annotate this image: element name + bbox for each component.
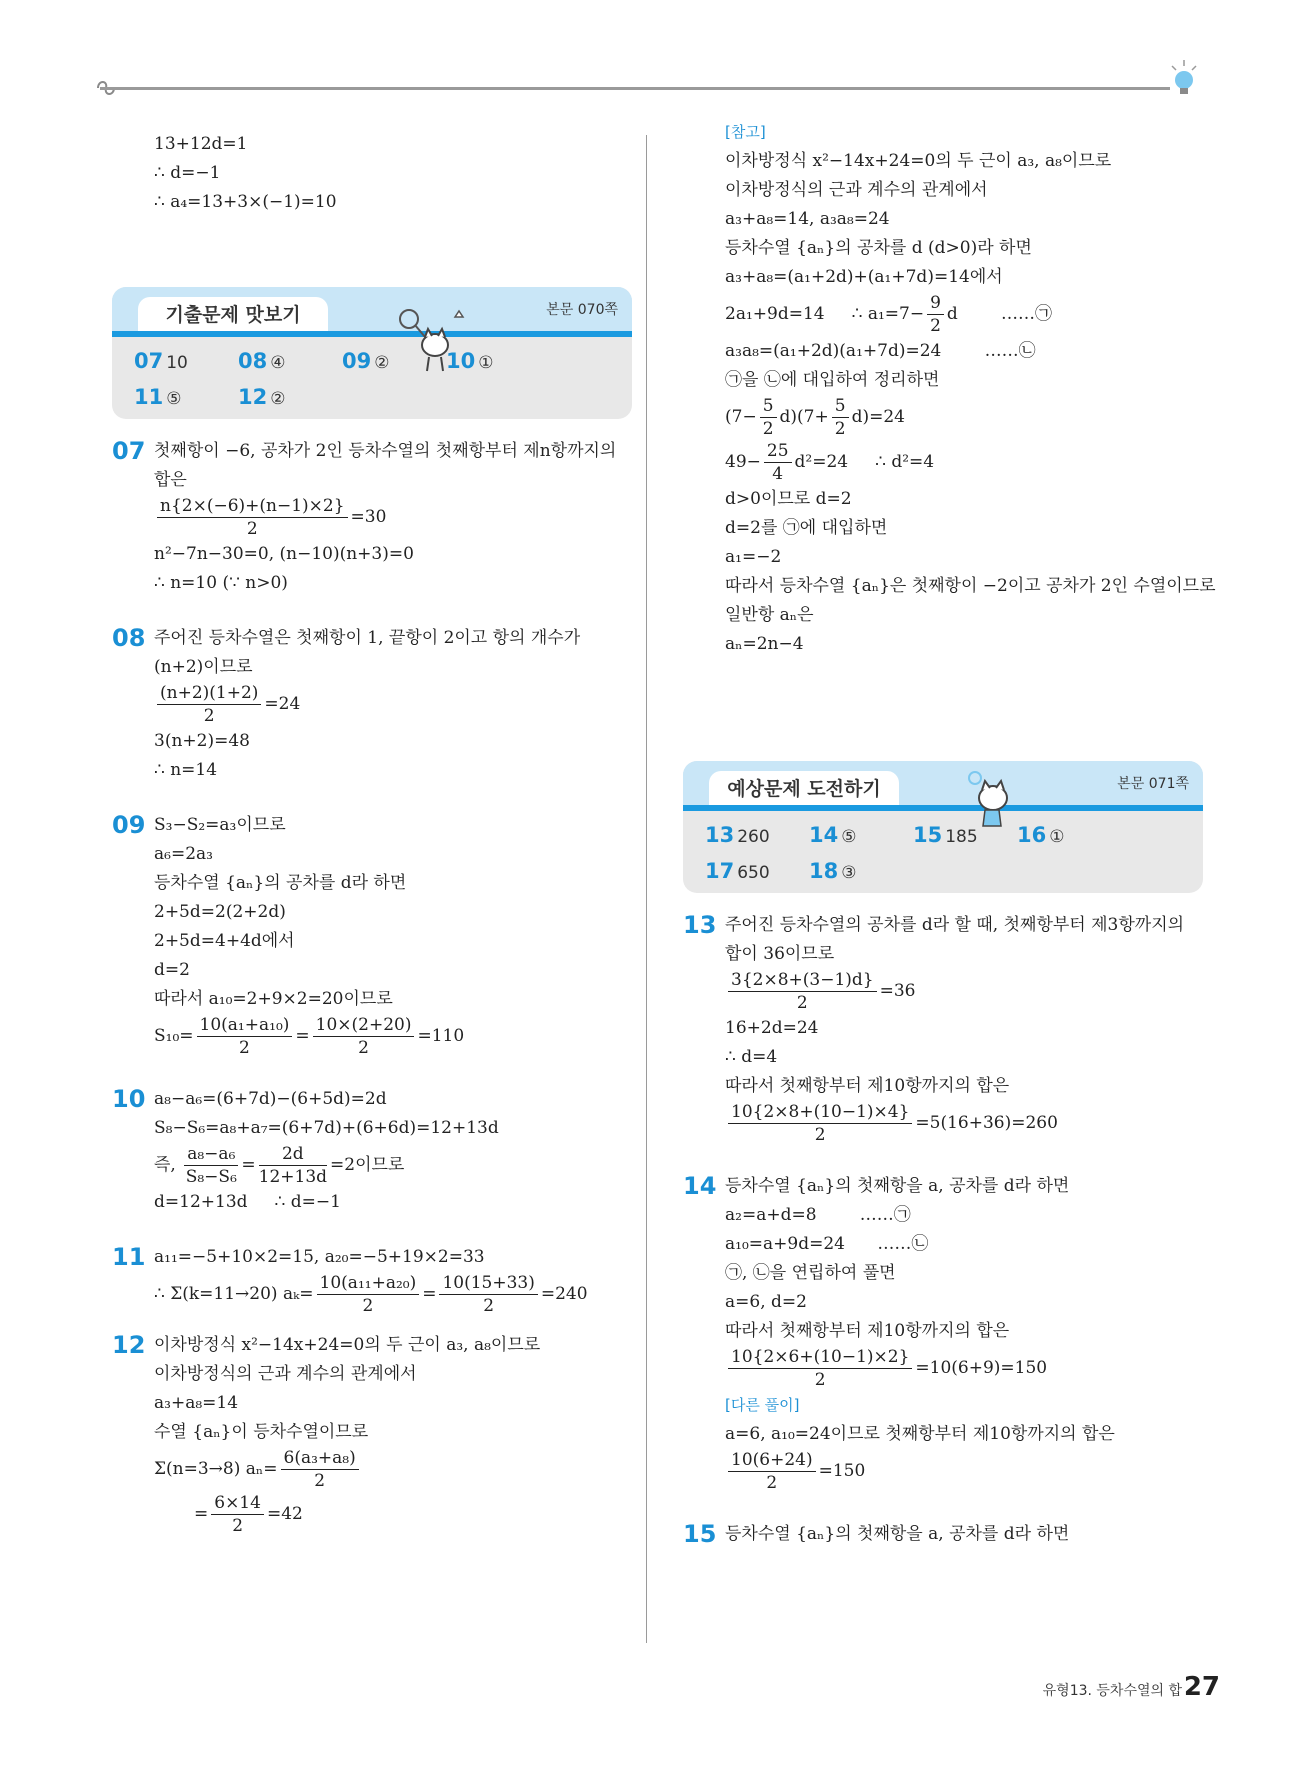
- footer-section-title: 유형13. 등차수열의 합: [1042, 1683, 1182, 1699]
- eq-line: a=6, d=2: [725, 1292, 807, 1312]
- eq-line: d=12+13d ∴ d=−1: [154, 1192, 341, 1212]
- eq-line: S₈−S₆=a₈+a₇=(6+7d)+(6+6d)=12+13d: [154, 1118, 499, 1138]
- problem-08: 08 주어진 등차수열은 첫째항이 1, 끝항이 2이고 항의 개수가: [112, 624, 581, 652]
- eq-line: 13+12d=1: [154, 134, 248, 154]
- text-line: 합이 36이므로: [725, 944, 835, 964]
- text-line: 등차수열 {aₙ}의 공차를 d (d>0)라 하면: [725, 238, 1032, 258]
- fraction-line: = $\frac{6\times 14}{2}$ =42: [194, 1493, 303, 1536]
- text-line: 따라서 등차수열 {aₙ}은 첫째항이 −2이고 공차가 2인 수열이므로: [725, 576, 1216, 596]
- eq-line: d=2: [154, 960, 190, 980]
- answer-item: 11 ⑤: [134, 385, 182, 409]
- column-divider: [646, 135, 647, 1643]
- eq-line: a₁=−2: [725, 547, 782, 567]
- text-line: (n+2)이므로: [154, 657, 253, 677]
- answer-box-past: [112, 287, 632, 419]
- eq-line: a₃+a₈=(a₁+2d)+(a₁+7d)=14에서: [725, 267, 1003, 287]
- fraction-line: $\frac{3\{2\times 8+(3-1)d\}}{2}$ =36: [725, 969, 1203, 1014]
- problem-10: 10 a₈−a₆=(6+7d)−(6+5d)=2d: [112, 1085, 387, 1113]
- text-line: d=2를 ㉠에 대입하면: [725, 518, 888, 538]
- right-column: [683, 118, 1216, 1549]
- problem-15: 15 등차수열 {aₙ}의 첫째항을 a, 공차를 d라 하면: [683, 1520, 1070, 1548]
- page-number: 27: [1183, 1672, 1220, 1702]
- problem-14: 14 등차수열 {aₙ}의 첫째항을 a, 공차를 d라 하면: [683, 1172, 1070, 1200]
- fraction-line: $\frac{10(6+24)}{2}$ =150: [725, 1449, 1203, 1494]
- eq-line: 3(n+2)=48: [154, 731, 250, 751]
- eq-line: a₆=2a₃: [154, 844, 213, 864]
- text-line: a=6, a₁₀=24이므로 첫째항부터 제10항까지의 합은: [725, 1424, 1115, 1444]
- header-rule: [100, 87, 1170, 90]
- eq-line: a₃+a₈=14, a₃a₈=24: [725, 209, 890, 229]
- text-line: ㉠을 ㉡에 대입하여 정리하면: [725, 370, 940, 390]
- fraction-line: (7− $\frac{5}{2}$ d)(7+ $\frac{5}{2}$ d)=24: [725, 396, 905, 439]
- text-line: 따라서 첫째항부터 제10항까지의 합은: [725, 1076, 1010, 1096]
- eq-line: 2+5d=2(2+2d): [154, 902, 286, 922]
- answer-item: 15 185: [913, 823, 978, 847]
- eq-line: ∴ d=−1: [154, 163, 221, 183]
- eq-line: a₁₀=a+9d=24 ……㉡: [725, 1234, 929, 1254]
- left-column: [112, 130, 632, 1537]
- box-page-ref: 본문 071쪽: [1117, 776, 1189, 792]
- text-line: 일반항 aₙ은: [725, 605, 814, 625]
- answer-item: 17 650: [705, 859, 770, 883]
- eq-line: ∴ n=14: [154, 760, 218, 780]
- text-line: 등차수열 {aₙ}의 공차를 d라 하면: [154, 873, 407, 893]
- fraction-line: $\frac{10\{2\times 6+(10-1)\times 2\}}{2}$ =10(6+9)=150: [725, 1346, 1203, 1391]
- box-title: 기출문제 맛보기: [138, 297, 328, 331]
- problem-09: 09 S₃−S₂=a₃이므로: [112, 811, 286, 839]
- text-line: 따라서 a₁₀=2+9×2=20이므로: [154, 989, 393, 1009]
- text-line: 이차방정식의 근과 계수의 관계에서: [154, 1364, 417, 1384]
- eq-line: d>0이므로 d=2: [725, 489, 852, 509]
- answer-item: 07 10: [134, 349, 188, 373]
- answer-item: 14 ⑤: [809, 823, 857, 847]
- text-line: 이차방정식의 근과 계수의 관계에서: [725, 180, 988, 200]
- answer-item: 13 260: [705, 823, 770, 847]
- eq-line: ∴ n=10 (∵ n>0): [154, 573, 288, 593]
- eq-line: a₃a₈=(a₁+2d)(a₁+7d)=24 ……㉡: [725, 341, 1036, 361]
- note-label: [참고]: [725, 123, 766, 141]
- fraction-line: ∴ Σ(k=11→20) aₖ= $\frac{\text{10(a₁₁+a₂₀)}}{2}$ = $\frac{10(15+33)}{2}$ =240: [154, 1273, 588, 1316]
- answer-item: 08 ④: [238, 349, 286, 373]
- answer-item: 16 ①: [1017, 823, 1065, 847]
- problem-07: 07 첫째항이 −6, 공차가 2인 등차수열의 첫째항부터 제n항까지의: [112, 437, 617, 465]
- answer-box-expected: [683, 761, 1203, 893]
- fraction-line: Σ(n=3→8) aₙ= $\frac{\text{6(a₃+a₈)}}{2}$: [154, 1447, 632, 1492]
- eq-line: ∴ d=4: [725, 1047, 778, 1067]
- box-page-ref: 본문 070쪽: [546, 302, 618, 318]
- eq-line: a₂=a+d=8 ……㉠: [725, 1205, 911, 1225]
- cheering-cat-icon: [965, 770, 1021, 832]
- text-line: 따라서 첫째항부터 제10항까지의 합은: [725, 1321, 1010, 1341]
- fraction-line: S₁₀= $\frac{\text{10(a₁+a₁₀)}}{2}$ = $\frac{10\times(2+20)}{2}$ =110: [154, 1015, 465, 1058]
- problem-12: 12 이차방정식 x²−14x+24=0의 두 근이 a₃, a₈이므로: [112, 1331, 541, 1359]
- problem-11: 11 a₁₁=−5+10×2=15, a₂₀=−5+19×2=33: [112, 1243, 485, 1271]
- fraction-line: 2a₁+9d=14 ∴ a₁=7− $\frac{9}{2}$ d ……㉠: [725, 293, 1053, 336]
- eq-line: ∴ a₄=13+3×(−1)=10: [154, 192, 337, 212]
- lightbulb-icon: [1166, 58, 1202, 102]
- box-title: 예상문제 도전하기: [709, 771, 899, 805]
- badminton-cat-icon: [395, 305, 465, 375]
- problem-13: 13 주어진 등차수열의 공차를 d라 할 때, 첫째항부터 제3항까지의: [683, 911, 1185, 939]
- text-line: 수열 {aₙ}이 등차수열이므로: [154, 1422, 369, 1442]
- fraction-line: $\frac{(n+2)(1+2)}{2}$ =24: [154, 682, 632, 727]
- text-line: 이차방정식 x²−14x+24=0의 두 근이 a₃, a₈이므로: [725, 151, 1112, 171]
- answer-item: 18 ③: [809, 859, 857, 883]
- text-line: ㉠, ㉡을 연립하여 풀면: [725, 1263, 896, 1283]
- answer-item: 09 ②: [342, 349, 390, 373]
- answer-item: 12 ②: [238, 385, 286, 409]
- eq-line: aₙ=2n−4: [725, 634, 804, 654]
- answer-item: 10 ①: [446, 349, 494, 373]
- fraction-line: $\frac{n\{2\times(-6)+(n-1)\times 2\}}{2}$ =30: [154, 495, 632, 540]
- fraction-line: 즉, $\frac{\text{a₈−a₆}}{\text{S₈−S₆}}$ = $\frac{2d}{12+13d}$ =2이므로: [154, 1144, 405, 1187]
- eq-line: 2+5d=4+4d에서: [154, 931, 295, 951]
- fraction-line: $\frac{10\{2\times 8+(10-1)\times 4\}}{2}$ =5(16+36)=260: [725, 1101, 1203, 1146]
- text-line: 합은: [154, 470, 187, 490]
- eq-line: n²−7n−30=0, (n−10)(n+3)=0: [154, 544, 414, 564]
- eq-line: a₃+a₈=14: [154, 1393, 239, 1413]
- alt-solution-label: [다른 풀이]: [725, 1396, 800, 1414]
- fraction-line: 49− $\frac{25}{4}$ d²=24 ∴ d²=4: [725, 441, 935, 484]
- eq-line: 16+2d=24: [725, 1018, 819, 1038]
